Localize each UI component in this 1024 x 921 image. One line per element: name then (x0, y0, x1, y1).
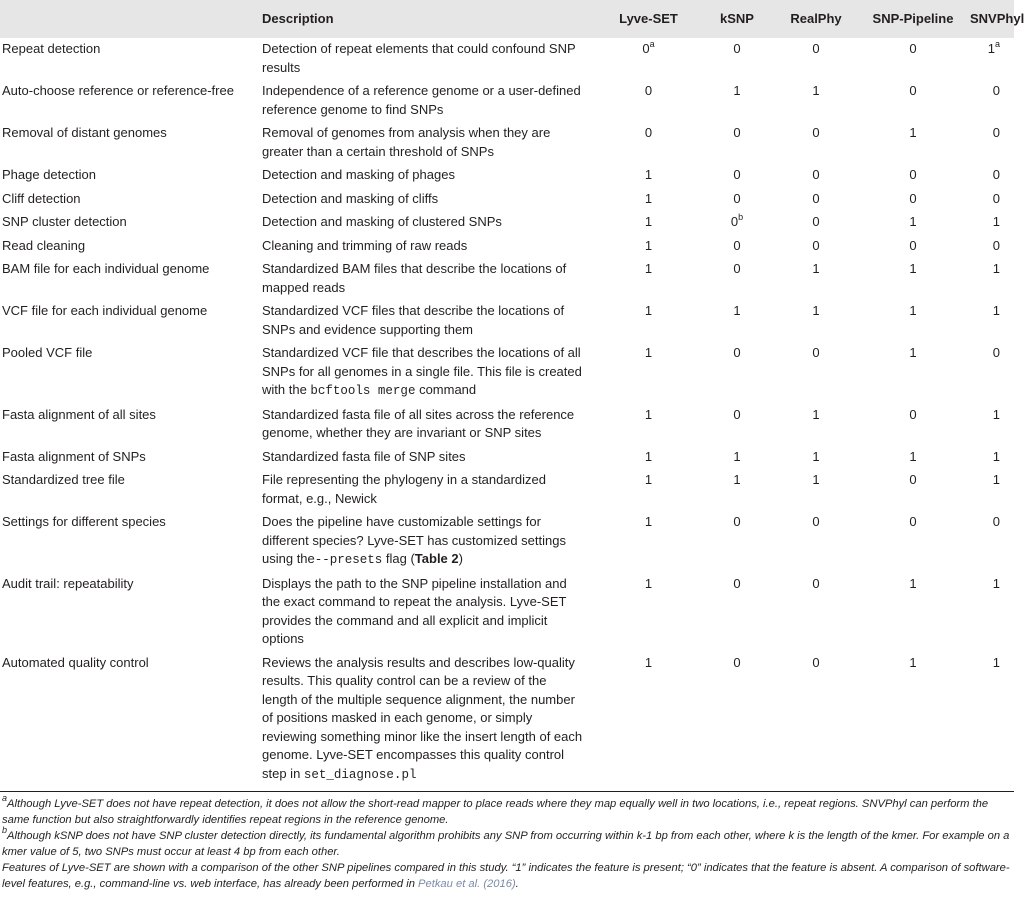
value-text: 1 (644, 303, 653, 318)
value-text: 0 (812, 214, 820, 229)
table-row (0, 211, 1014, 235)
value-text: 1 (644, 237, 653, 253)
feature-cell: Settings for different species (2, 514, 166, 529)
value-text: 0 (909, 406, 917, 422)
feature-cell: Removal of distant genomes (2, 125, 167, 140)
value-cell-snp-pipeline (856, 573, 970, 652)
value-text: 0 (812, 654, 820, 670)
value-text: 1 (812, 303, 820, 318)
value-cell-ksnp (698, 38, 776, 80)
table-row (0, 573, 1014, 652)
value-cell-realphy (776, 38, 856, 80)
value-cell-snp-pipeline (856, 164, 970, 188)
feature-cell: Read cleaning (2, 237, 86, 253)
value-text: 0 (733, 514, 741, 529)
value-text: 0 (909, 237, 917, 253)
value-text: 0 (733, 167, 741, 182)
description-cell: Displays the path to the SNP pipeline installation and the exact command to repeat the analysis. Lyve-SET provides the command and all explicit and implicit options (262, 575, 567, 646)
value-text: 1 (733, 83, 741, 98)
value-text: 0 (812, 190, 820, 206)
value-cell-snp-pipeline (856, 235, 970, 259)
description-cell: File representing the phylogeny in a standardized format, e.g., Newick (262, 472, 547, 506)
table-caption (2, 860, 1012, 892)
value-cell-snvphyl (970, 446, 1014, 470)
value-text: 1 (909, 261, 917, 276)
value-cell-ksnp (698, 80, 776, 122)
value-text: 1 (992, 448, 1000, 464)
footnote-b-text: Although kSNP does not have SNP cluster detection directly, its fundamental algorithm prohibits any SNP from occurring within k-1 bp from each other, where k is the length of the kmer. For example on a kmer value of 5, two SNPs must occur at least 4 bp from each other. (2, 830, 1010, 858)
feature-cell: Phage detection (2, 167, 96, 182)
value-text: 1 (909, 214, 917, 229)
value-text: 1 (992, 303, 1000, 318)
footnote-marker: a (994, 38, 1000, 49)
value-text: 0 (733, 345, 741, 360)
feature-cell: Automated quality control (2, 654, 149, 670)
value-text: 0 (909, 514, 917, 529)
value-cell-realphy (776, 300, 856, 342)
value-text: 0 (992, 514, 1000, 529)
value-text: 1 (812, 261, 820, 276)
value-cell-snp-pipeline (856, 511, 970, 573)
value-text: 1 (733, 472, 741, 487)
table-footnotes (0, 791, 1014, 892)
value-text: 0 (642, 41, 650, 56)
table-row (0, 80, 1014, 122)
value-cell-ksnp (698, 446, 776, 470)
header-lyve-set: Lyve-SET (619, 11, 678, 26)
value-cell-snp-pipeline (856, 258, 970, 300)
caption-end: . (515, 878, 519, 890)
table-row (0, 122, 1014, 164)
value-text: 1 (812, 472, 820, 487)
value-cell-snp-pipeline (856, 342, 970, 404)
description-text: command (415, 382, 477, 397)
footnote-marker: b (738, 211, 744, 222)
value-text: 1 (992, 472, 1000, 487)
footnote-marker: a (649, 38, 655, 49)
footnote-b (2, 825, 1012, 860)
value-cell-ksnp (698, 122, 776, 164)
value-text: 1 (909, 125, 917, 140)
description-cell: Independence of a reference genome or a user-defined reference genome to find SNPs (262, 83, 581, 117)
table-row (0, 188, 1014, 212)
value-cell-ksnp (698, 469, 776, 511)
description-text: ) (458, 551, 463, 566)
value-text: 0 (812, 575, 820, 591)
value-text: 0 (992, 125, 1000, 140)
value-cell-snvphyl (970, 573, 1014, 652)
description-cell: Standardized fasta file of all sites across the reference genome, whether they are invariant or SNP sites (262, 406, 575, 440)
value-cell-lyve-set (599, 652, 698, 788)
value-text: 0 (992, 190, 1000, 206)
value-text: 0 (644, 83, 653, 98)
value-cell-realphy (776, 164, 856, 188)
table-row (0, 300, 1014, 342)
value-text: 1 (909, 303, 917, 318)
feature-cell: Pooled VCF file (2, 345, 93, 360)
value-cell-lyve-set (599, 404, 698, 446)
value-cell-lyve-set (599, 122, 698, 164)
header-realphy: RealPhy (790, 11, 842, 26)
value-text: 1 (909, 654, 917, 670)
value-cell-snp-pipeline (856, 446, 970, 470)
code-snippet: --presets (314, 553, 383, 567)
feature-cell: Fasta alignment of SNPs (2, 448, 146, 464)
value-text: 0 (733, 41, 741, 56)
value-cell-snp-pipeline (856, 404, 970, 446)
header-snp-pipeline: SNP-Pipeline (872, 11, 954, 26)
description-text: Reviews the analysis results and describes low-quality results. This quality control can be a review of the length of the multiple sequence alignment, the number of positions masked in each genome, or simply reviewing something minor like the insert length of each genome. Lyve-SET encompasses this quality control step in (262, 654, 583, 781)
value-cell-realphy (776, 80, 856, 122)
value-text: 0 (812, 345, 820, 360)
feature-cell: Repeat detection (2, 41, 101, 56)
table-row (0, 38, 1014, 80)
description-text: Standardized VCF file that describes the locations of all SNPs for all genomes in a single file. This file is created with the (262, 345, 582, 397)
value-cell-lyve-set (599, 164, 698, 188)
table-row (0, 258, 1014, 300)
value-cell-lyve-set (599, 511, 698, 573)
code-snippet: set_diagnose.pl (303, 767, 417, 782)
value-text: 0 (733, 575, 741, 591)
value-text: 1 (992, 261, 1000, 276)
value-cell-snvphyl (970, 80, 1014, 122)
value-cell-ksnp (698, 300, 776, 342)
value-text: 0 (909, 190, 917, 206)
header-snvphyl: SNVPhyl (970, 11, 1024, 26)
value-text: 1 (992, 575, 1000, 591)
value-cell-lyve-set (599, 80, 698, 122)
value-text: 0 (812, 237, 820, 253)
footnote-a-text: Although Lyve-SET does not have repeat detection, it does not allow the short-read mapper to place reads where they map equally well in two locations, i.e., repeat regions. SNVPhyl can perform the same function but also straightforwardly identifies repeat regions in the reference genome. (2, 798, 989, 826)
value-text: 1 (812, 83, 820, 98)
value-text: 1 (987, 41, 995, 56)
value-text: 0 (812, 167, 820, 182)
description-cell (262, 511, 599, 573)
value-cell-ksnp (698, 342, 776, 404)
value-text: 0 (812, 514, 820, 529)
value-cell-lyve-set (599, 211, 698, 235)
value-cell-ksnp (698, 211, 776, 235)
value-cell-realphy (776, 258, 856, 300)
code-snippet: bcftools merge (310, 384, 416, 398)
table-row (0, 235, 1014, 259)
description-cell: Detection and masking of phages (262, 167, 455, 182)
feature-cell: Standardized tree file (2, 472, 125, 487)
value-text: 0 (733, 406, 741, 422)
value-text: 0 (733, 125, 741, 140)
value-cell-ksnp (698, 573, 776, 652)
value-cell-snp-pipeline (856, 469, 970, 511)
value-text: 0 (909, 472, 917, 487)
value-cell-realphy (776, 511, 856, 573)
value-cell-snvphyl (970, 188, 1014, 212)
value-cell-lyve-set (599, 469, 698, 511)
value-text: 0 (992, 345, 1000, 360)
value-cell-realphy (776, 122, 856, 164)
table-row (0, 164, 1014, 188)
description-cell: Detection of repeat elements that could confound SNP results (262, 41, 576, 75)
value-cell-lyve-set (599, 235, 698, 259)
table-header (0, 0, 1024, 38)
value-text: 1 (644, 406, 653, 422)
description-cell: Standardized BAM files that describe the locations of mapped reads (262, 261, 567, 295)
caption-text: Features of Lyve-SET are shown with a comparison of the other SNP pipelines compared in this study. “1” indicates the feature is present; “0” indicates that the feature is absent. A comparison of software-level features, e.g., command-line vs. web interface, has already been performed in (2, 862, 1010, 890)
value-cell-ksnp (698, 164, 776, 188)
feature-cell: Fasta alignment of all sites (2, 406, 156, 422)
value-text: 1 (992, 214, 1000, 229)
value-cell-snvphyl (970, 511, 1014, 573)
feature-cell: Audit trail: repeatability (2, 575, 134, 591)
value-text: 1 (909, 345, 917, 360)
description-text: flag ( (382, 551, 415, 566)
value-text: 1 (644, 448, 653, 464)
value-cell-lyve-set (599, 342, 698, 404)
value-cell-realphy (776, 235, 856, 259)
value-cell-ksnp (698, 404, 776, 446)
value-cell-realphy (776, 652, 856, 788)
value-text: 1 (812, 448, 820, 464)
value-cell-lyve-set (599, 300, 698, 342)
value-cell-snvphyl (970, 300, 1014, 342)
header-description: Description (262, 11, 334, 26)
description-cell (262, 652, 599, 788)
feature-cell: VCF file for each individual genome (2, 303, 208, 318)
citation-link[interactable]: Petkau et al. (2016) (418, 878, 516, 890)
value-cell-snvphyl (970, 164, 1014, 188)
value-text: 1 (992, 406, 1000, 422)
description-cell: Standardized fasta file of SNP sites (262, 448, 466, 464)
table-row (0, 404, 1014, 446)
value-text: 1 (909, 448, 917, 464)
description-cell: Detection and masking of cliffs (262, 190, 439, 206)
value-cell-snp-pipeline (856, 211, 970, 235)
feature-cell: Cliff detection (2, 190, 81, 206)
value-cell-snvphyl (970, 38, 1014, 80)
value-text: 1 (644, 654, 653, 670)
value-cell-snp-pipeline (856, 652, 970, 788)
value-text: 1 (644, 575, 653, 591)
value-text: 1 (644, 472, 653, 487)
value-text: 0 (992, 167, 1000, 182)
value-cell-snp-pipeline (856, 188, 970, 212)
value-text: 0 (730, 214, 739, 229)
value-text: 0 (992, 237, 1000, 253)
value-text: 1 (644, 167, 653, 182)
feature-cell: Auto-choose reference or reference-free (2, 83, 234, 98)
value-cell-snp-pipeline (856, 38, 970, 80)
value-cell-snvphyl (970, 404, 1014, 446)
description-cell: Removal of genomes from analysis when they are greater than a certain threshold of SNPs (262, 125, 551, 159)
value-cell-ksnp (698, 235, 776, 259)
value-text: 0 (644, 125, 653, 140)
value-text: 1 (992, 654, 1000, 670)
value-text: 0 (812, 125, 820, 140)
value-cell-snvphyl (970, 211, 1014, 235)
footnote-b-mark: b (2, 825, 8, 836)
value-text: 0 (909, 41, 917, 56)
table-row (0, 652, 1014, 788)
feature-cell: BAM file for each individual genome (2, 261, 210, 276)
footnote-a-mark: a (2, 793, 8, 804)
value-text: 0 (992, 83, 1000, 98)
value-text: 1 (733, 303, 741, 318)
value-cell-lyve-set (599, 258, 698, 300)
value-text: 0 (733, 237, 741, 253)
value-text: 1 (644, 261, 653, 276)
value-text: 1 (644, 345, 653, 360)
feature-cell: SNP cluster detection (2, 214, 127, 229)
value-cell-snp-pipeline (856, 80, 970, 122)
value-cell-lyve-set (599, 188, 698, 212)
value-text: 0 (733, 654, 741, 670)
header-feature (0, 0, 262, 38)
value-text: 1 (733, 448, 741, 464)
value-cell-snvphyl (970, 258, 1014, 300)
value-cell-ksnp (698, 511, 776, 573)
value-text: 0 (733, 190, 741, 206)
table-body (0, 38, 1014, 787)
value-cell-realphy (776, 446, 856, 470)
value-cell-realphy (776, 211, 856, 235)
value-text: 1 (644, 190, 653, 206)
value-text: 0 (733, 261, 741, 276)
value-cell-realphy (776, 404, 856, 446)
value-cell-ksnp (698, 258, 776, 300)
value-cell-realphy (776, 188, 856, 212)
value-cell-lyve-set (599, 446, 698, 470)
table-row (0, 469, 1014, 511)
value-cell-snvphyl (970, 235, 1014, 259)
description-cell: Cleaning and trimming of raw reads (262, 237, 468, 253)
value-text: 1 (644, 514, 653, 529)
value-text: 0 (812, 41, 820, 56)
description-cell: Detection and masking of clustered SNPs (262, 214, 502, 229)
description-text: Does the pipeline have customizable settings for different species? Lyve-SET has customized settings using the (262, 514, 566, 566)
value-text: 1 (812, 406, 820, 422)
table-row (0, 511, 1014, 573)
value-text: 0 (909, 83, 917, 98)
value-cell-snp-pipeline (856, 122, 970, 164)
description-cell: Standardized VCF files that describe the locations of SNPs and evidence supporting them (262, 303, 565, 337)
value-cell-ksnp (698, 652, 776, 788)
value-cell-snp-pipeline (856, 300, 970, 342)
description-cell (262, 342, 599, 404)
footnote-a (2, 793, 1012, 828)
value-cell-snvphyl (970, 342, 1014, 404)
value-cell-snvphyl (970, 469, 1014, 511)
value-cell-ksnp (698, 188, 776, 212)
value-cell-lyve-set (599, 38, 698, 80)
table-reference: Table 2 (414, 551, 459, 566)
value-cell-lyve-set (599, 573, 698, 652)
table-row (0, 446, 1014, 470)
header-ksnp: kSNP (720, 11, 754, 26)
value-text: 1 (909, 575, 917, 591)
value-cell-realphy (776, 342, 856, 404)
value-cell-snvphyl (970, 652, 1014, 788)
value-cell-realphy (776, 469, 856, 511)
table-row (0, 342, 1014, 404)
value-cell-realphy (776, 573, 856, 652)
value-text: 0 (909, 167, 917, 182)
value-text: 1 (644, 214, 653, 229)
value-cell-snvphyl (970, 122, 1014, 164)
